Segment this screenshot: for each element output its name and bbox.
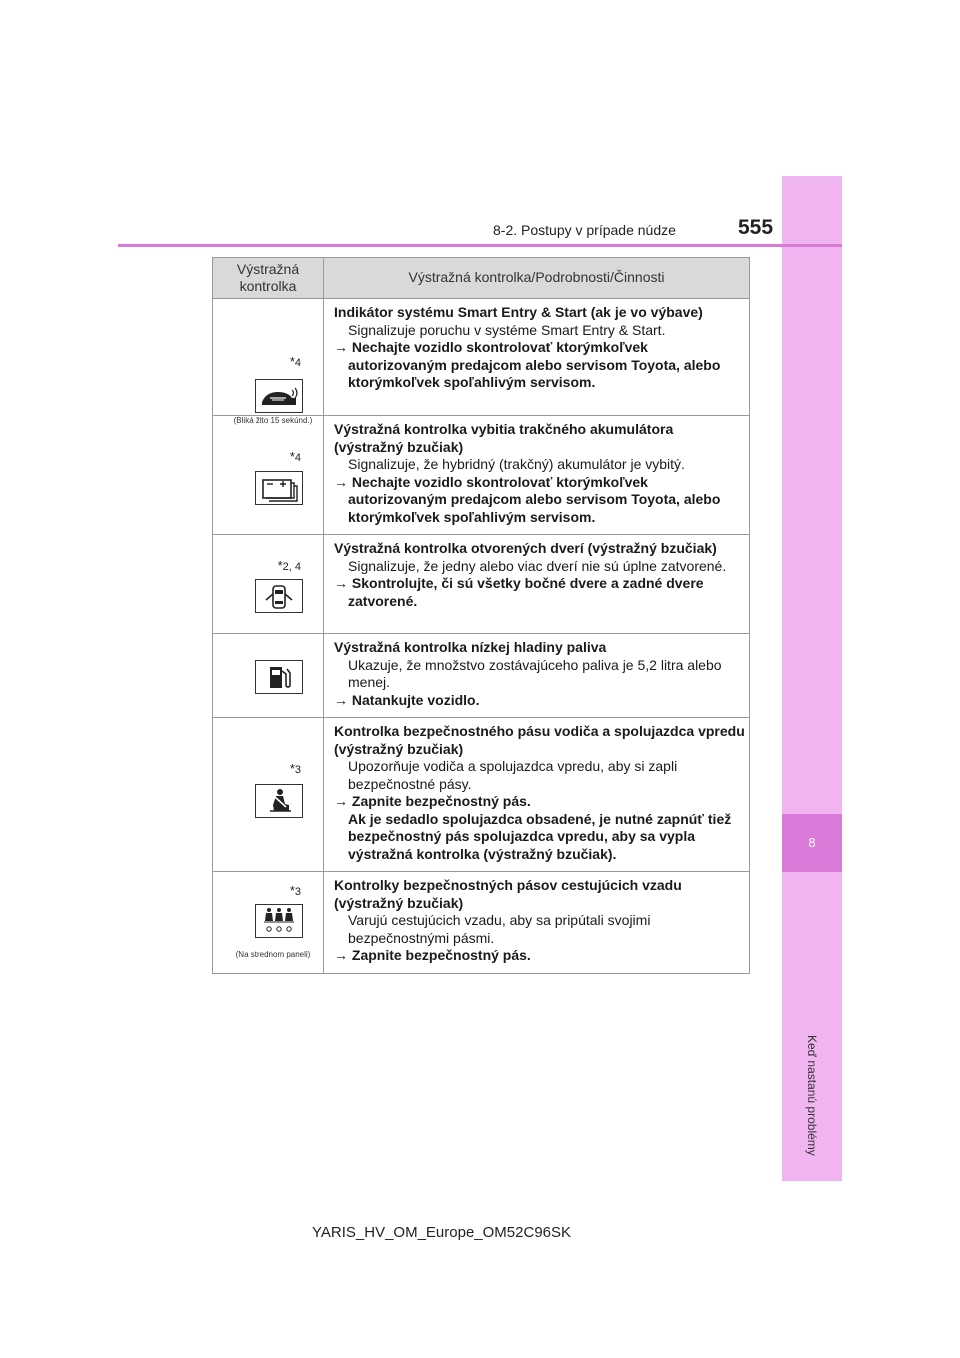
footnote-marker: *2, 4	[277, 558, 301, 573]
arrow-icon: →	[334, 473, 352, 490]
smart-key-icon	[255, 379, 303, 413]
icon-cell	[213, 872, 324, 974]
row-title: Kontrolky bezpečnostných pásov cestujúcich vzadu (výstražný bzučiak)	[334, 877, 682, 911]
row-action: → Zapnite bezpečnostný pás.	[334, 793, 531, 809]
details-cell	[324, 872, 750, 974]
column-header-light: Výstražná kontrolka	[213, 258, 324, 299]
row-action: → Natankujte vozidlo.	[334, 691, 480, 708]
seatbelt-icon	[255, 784, 303, 818]
chapter-number: 8	[782, 814, 842, 872]
table-row	[213, 299, 750, 416]
icon-note: (Bliká žlto 15 sekúnd.)	[233, 416, 313, 425]
chapter-side-tab	[782, 176, 842, 1181]
details-cell	[324, 718, 750, 872]
row-extra-note: Ak je sedadlo spolujazdca obsadené, je nutné zapnúť tiež bezpečnostný pás spolujazdca vpredu, aby sa vypla výstražná kontrolka (výstražný bzučiak).	[348, 810, 732, 862]
icon-note: (Na strednom paneli)	[235, 950, 311, 959]
row-title: Výstražná kontrolka vybitia trakčného akumulátora (výstražný bzučiak)	[334, 421, 674, 455]
page-number: 555	[738, 216, 774, 239]
column-header-details: Výstražná kontrolka/Podrobnosti/Činnosti	[324, 258, 750, 299]
icon-cell	[213, 718, 324, 872]
row-description: Ukazuje, že množstvo zostávajúceho paliva je 5,2 litra alebo menej.	[348, 656, 722, 690]
arrow-icon: →	[334, 575, 352, 591]
table-row	[213, 535, 750, 634]
row-description: Signalizuje poruchu v systéme Smart Entry & Start.	[348, 321, 666, 338]
warning-lights-table	[212, 257, 750, 974]
footnote-marker: *3	[289, 883, 301, 898]
row-description: Varujú cestujúcich vzadu, aby sa pripútali svojimi bezpečnostnými pásmi.	[348, 912, 651, 946]
row-title: Kontrolka bezpečnostného pásu vodiča a spolujazdca vpredu (výstražný bzučiak)	[334, 723, 745, 757]
row-action: → Skontrolujte, či sú všetky bočné dvere a zadné dvere zatvorené.	[334, 575, 704, 609]
table-row	[213, 634, 750, 718]
row-title: Indikátor systému Smart Entry & Start (ak je vo výbave)	[334, 304, 703, 320]
row-title: Výstražná kontrolka otvorených dverí (výstražný bzučiak)	[334, 540, 717, 556]
row-action: → Nechajte vozidlo skontrolovať ktorýmkoľvek autorizovaným predajcom alebo servisom Toyota, alebo ktorýmkoľvek spoľahlivým servisom.	[334, 339, 721, 390]
row-title: Výstražná kontrolka nízkej hladiny paliva	[334, 639, 607, 655]
section-title: 8-2. Postupy v prípade núdze	[493, 222, 676, 238]
chapter-label: Keď nastanú problémy	[805, 1035, 819, 1156]
arrow-icon: →	[334, 691, 352, 708]
icon-cell	[213, 535, 324, 634]
table-row	[213, 718, 750, 872]
row-action: → Zapnite bezpečnostný pás.	[334, 947, 531, 963]
footnote-marker: *4	[289, 354, 301, 369]
arrow-icon: →	[334, 339, 352, 355]
footnote-marker: *3	[289, 761, 301, 776]
arrow-icon: →	[334, 793, 352, 809]
arrow-icon: →	[334, 947, 352, 963]
fuel-pump-icon	[255, 660, 303, 694]
row-description: Upozorňuje vodiča a spolujazdca vpredu, aby si zapli bezpečnostné pásy.	[348, 758, 678, 792]
header-divider	[118, 244, 842, 247]
row-description: Signalizuje, že jedny alebo viac dverí nie sú úplne zatvorené.	[348, 557, 727, 574]
row-action: → Nechajte vozidlo skontrolovať ktorýmkoľvek autorizovaným predajcom alebo servisom Toyota, alebo ktorýmkoľvek spoľahlivým servisom.	[334, 473, 721, 525]
table-row	[213, 416, 750, 535]
document-footer: YARIS_HV_OM_Europe_OM52C96SK	[312, 1224, 572, 1241]
details-cell	[324, 634, 750, 718]
icon-cell	[213, 299, 324, 425]
details-cell	[324, 416, 750, 535]
footnote-marker: *4	[289, 449, 301, 464]
row-description: Signalizuje, že hybridný (trakčný) akumulátor je vybitý.	[348, 456, 685, 472]
details-cell	[324, 535, 750, 634]
rear-seatbelt-icon	[255, 904, 303, 938]
icon-cell	[213, 416, 324, 535]
details-cell	[324, 299, 750, 416]
table-row	[213, 872, 750, 974]
hybrid-battery-icon	[255, 471, 303, 505]
door-open-icon	[255, 579, 303, 613]
icon-cell	[213, 634, 324, 718]
